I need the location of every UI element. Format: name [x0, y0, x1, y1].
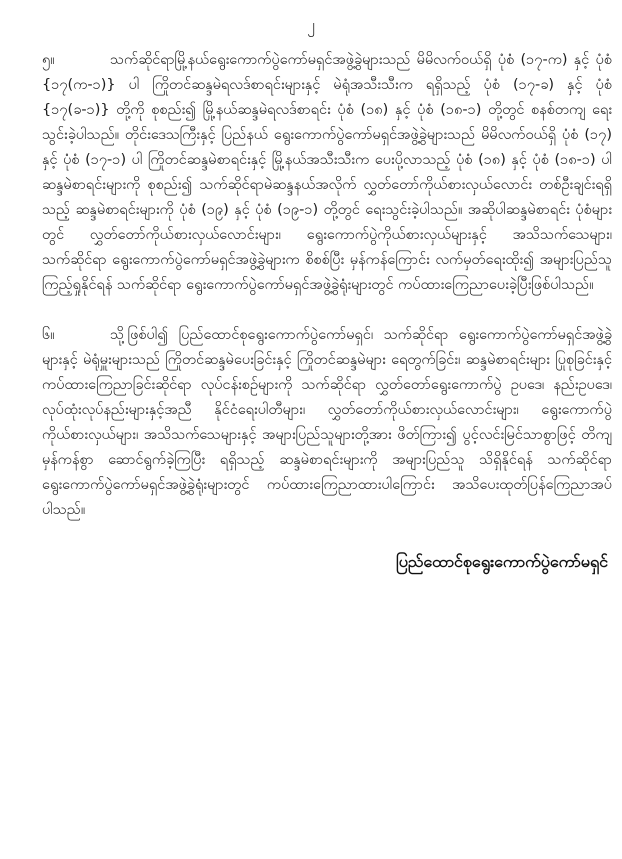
page-number: ၂: [307, 15, 315, 34]
paragraph-6-marker: ၆။: [42, 327, 55, 343]
document-body: [0, 38, 622, 576]
paragraph-5-marker: ၅။: [42, 52, 55, 68]
signature-line: ပြည်ထောင်စုရွေးကောက်ပွဲကော်မရှင်: [396, 552, 608, 571]
paragraph-6: [42, 323, 612, 523]
paragraph-6-text: သို့ဖြစ်ပါ၍ ပြည်ထောင်စုရွေးကောက်ပွဲကော်မရှင်၊ သက်ဆိုင်ရာ ရွေးကောက်ပွဲကော်မရှင်အဖွဲ့ခွဲများနှင့် မဲရုံမှူးများသည် ကြိုတင်ဆန္ဒမဲပေးခြင်းနှင့် ကြိုတင်ဆန္ဒမဲများ ရေတွက်ခြင်း၊ ဆန္ဒမဲစာရင်းများ ပြုစုခြင်းနှင့် ကပ်ထားကြေညာခြင်းဆိုင်ရာ လုပ်ငန်းစဉ်များကို သက်ဆိုင်ရာ လွှတ်တော်ရွေးကောက်ပွဲ ဥပဒေ၊ နည်းဥပဒေ၊ လုပ်ထုံးလုပ်နည်းများနှင့်အညီ နိုင်ငံရေးပါတီများ၊ လွှတ်တော်ကိုယ်စားလှယ်လောင်းများ၊ ရွေးကောက်ပွဲကိုယ်စားလှယ်များ၊ အသိသက်သေများနှင့် အများပြည်သူများတို့အား ဖိတ်ကြား၍ ပွင့်လင်းမြင်သာစွာဖြင့် တိကျမှန်ကန်စွာ ဆောင်ရွက်ခဲ့ကြပြီး ရရှိသည့် ဆန္ဒမဲစာရင်းများကို အများပြည်သူ သိရှိနိုင်ရန် သက်ဆိုင်ရာ ရွေးကောက်ပွဲကော်မရှင်အဖွဲ့ခွဲရုံးများတွင် ကပ်ထားကြေညာထားပါကြောင်း အသိပေးထုတ်ပြန်ကြေညာအပ်ပါသည်။: [42, 327, 612, 518]
paragraph-5-text: သက်ဆိုင်ရာမြို့နယ်ရွေးကောက်ပွဲကော်မရှင်အဖွဲ့ခွဲများသည် မိမိလက်ဝယ်ရှိ ပုံစံ (၁၇-က) နှင့် ပုံစံ {၁၇(က-၁)} ပါ ကြိုတင်ဆန္ဒမဲရလဒ်စာရင်းများနှင့် မဲရုံအသီးသီးက ရရှိသည့် ပုံစံ (၁၇-ခ) နှင့် ပုံစံ {၁၇(ခ-၁)} တို့ကို စုစည်း၍ မြို့နယ်ဆန္ဒမဲရလဒ်စာရင်း ပုံစံ (၁၈) နှင့် ပုံစံ (၁၈-၁) တို့တွင် စနစ်တကျ ရေးသွင်းခဲ့ပါသည်။ တိုင်းဒေသကြီးနှင့် ပြည်နယ် ရွေးကောက်ပွဲကော်မရှင်အဖွဲ့ခွဲများသည် မိမိလက်ဝယ်ရှိ ပုံစံ (၁၇) နှင့် ပုံစံ (၁၇-၁) ပါ ကြိုတင်ဆန္ဒမဲစာရင်းနှင့် မြို့နယ်အသီးသီးက ပေးပို့လာသည့် ပုံစံ (၁၈) နှင့် ပုံစံ (၁၈-၁) ပါ ဆန္ဒမဲစာရင်းများကို စုစည်း၍ သက်ဆိုင်ရာမဲဆန္ဒနယ်အလိုက် လွှတ်တော်ကိုယ်စားလှယ်လောင်း တစ်ဦးချင်းရရှိသည့် ဆန္ဒမဲစာရင်းများကို ပုံစံ (၁၉) နှင့် ပုံစံ (၁၉-၁) တို့တွင် ရေးသွင်းခဲ့ပါသည်။ အဆိုပါဆန္ဒမဲစာရင်း ပုံစံများတွင် လွှတ်တော်ကိုယ်စားလှယ်လောင်းများ၊ ရွေးကောက်ပွဲကိုယ်စားလှယ်များနှင့် အသိသက်သေများ၊ သက်ဆိုင်ရာ ရွေးကောက်ပွဲကော်မရှင်အဖွဲ့ခွဲများက စိစစ်ပြီး မှန်ကန်ကြောင်း လက်မှတ်ရေးထိုး၍ အများပြည်သူ ကြည့်ရှုနိုင်ရန် သက်ဆိုင်ရာ ရွေးကောက်ပွဲကော်မရှင်အဖွဲ့ခွဲရုံးများတွင် ကပ်ထားကြေညာပေးခဲ့ပြီးဖြစ်ပါသည်။: [42, 52, 612, 293]
paragraph-5: [42, 48, 612, 298]
